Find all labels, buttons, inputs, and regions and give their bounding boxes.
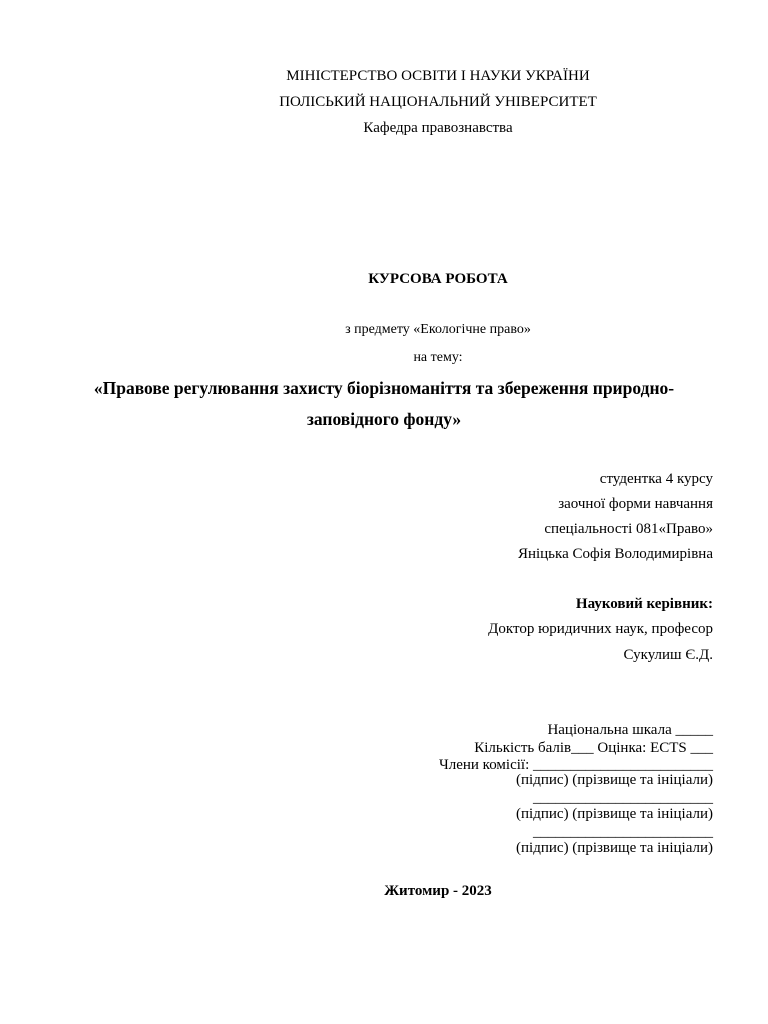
supervisor-name: Сукулиш Є.Д. bbox=[623, 647, 713, 663]
student-course: студентка 4 курсу bbox=[599, 471, 713, 487]
signature-caption-3: (підпис) (прізвище та ініціали) bbox=[516, 840, 713, 856]
student-study-form: заочної форми навчання bbox=[558, 496, 713, 512]
city-year: Житомир - 2023 bbox=[384, 883, 492, 899]
topic-title-line-1: «Правове регулювання захисту біорізноманіття та збереження природно- bbox=[93, 378, 675, 398]
topic-title-line-2: заповідного фонду» bbox=[306, 409, 462, 429]
signature-caption-1: (підпис) (прізвище та ініціали) bbox=[516, 772, 713, 788]
signature-caption-2: (підпис) (прізвище та ініціали) bbox=[516, 806, 713, 822]
student-name: Яніцька Софія Володимирівна bbox=[517, 546, 713, 562]
topic-intro: на тему: bbox=[413, 350, 463, 365]
subject-line: з предмету «Екологічне право» bbox=[345, 322, 531, 337]
committee-members-line: Члени комісії: ________________________ bbox=[438, 757, 713, 773]
signature-blank-3: ________________________ bbox=[533, 824, 713, 840]
ministry-heading: МІНІСТЕРСТВО ОСВІТИ І НАУКИ УКРАЇНИ bbox=[286, 68, 590, 84]
supervisor-heading: Науковий керівник: bbox=[575, 596, 713, 612]
points-ects-line: Кількість балів___ Оцінка: ECTS ___ bbox=[474, 740, 713, 756]
signature-blank-2: ________________________ bbox=[533, 790, 713, 806]
national-scale-line: Національна шкала _____ bbox=[547, 722, 713, 738]
department-heading: Кафедра правознавства bbox=[363, 120, 513, 136]
supervisor-degree: Доктор юридичних наук, професор bbox=[488, 621, 713, 637]
work-type-title: КУРСОВА РОБОТА bbox=[368, 271, 508, 287]
student-specialty: спеціальності 081«Право» bbox=[544, 521, 713, 537]
university-heading: ПОЛІСЬКИЙ НАЦІОНАЛЬНИЙ УНІВЕРСИТЕТ bbox=[279, 94, 597, 110]
